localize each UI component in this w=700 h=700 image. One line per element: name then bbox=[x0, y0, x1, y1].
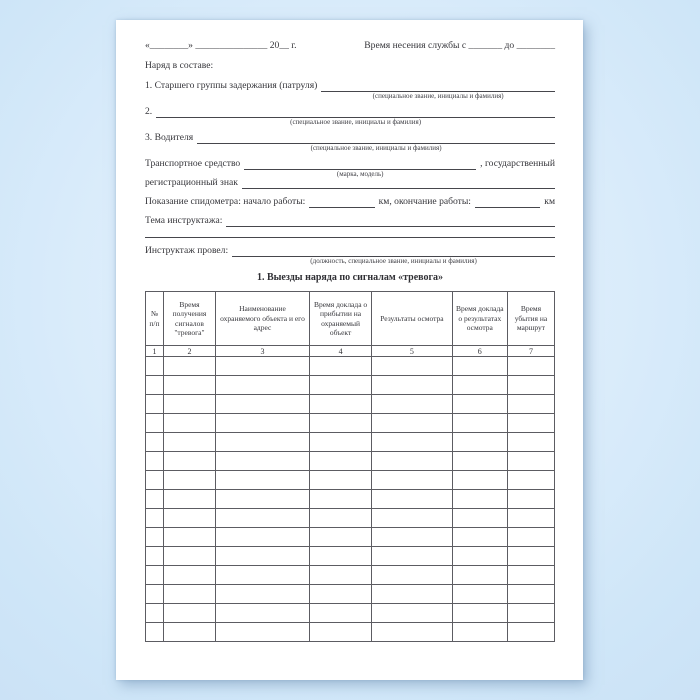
table-cell bbox=[163, 357, 215, 376]
member-line-2 bbox=[145, 106, 555, 126]
table-cell bbox=[507, 528, 554, 547]
table-cell bbox=[507, 433, 554, 452]
table-cell bbox=[452, 414, 507, 433]
column-number: 2 bbox=[163, 346, 215, 357]
transport-caption: (марка, модель) bbox=[336, 170, 384, 178]
date-blank-text: «________» _______________ 20__ г. bbox=[145, 40, 297, 51]
table-cell bbox=[507, 357, 554, 376]
table-cell bbox=[215, 395, 309, 414]
table-cell bbox=[163, 414, 215, 433]
table-cell bbox=[452, 395, 507, 414]
briefing-topic-label: Тема инструктажа: bbox=[145, 215, 223, 226]
registration-label: регистрационный знак bbox=[145, 177, 238, 188]
table-row bbox=[146, 509, 555, 528]
table-cell bbox=[146, 528, 164, 547]
table-cell bbox=[309, 509, 371, 528]
table-cell bbox=[163, 376, 215, 395]
scanned-form-page bbox=[116, 20, 583, 680]
member-3-caption: (специальное звание, инициалы и фамилия) bbox=[310, 144, 442, 152]
col-header-results-report-time: Время доклада о результатах осмотра bbox=[452, 292, 507, 346]
table-cell bbox=[452, 490, 507, 509]
table-cell bbox=[309, 471, 371, 490]
table-cell bbox=[507, 490, 554, 509]
table-cell bbox=[146, 376, 164, 395]
table-cell bbox=[372, 414, 453, 433]
registration-line bbox=[145, 177, 555, 189]
table-cell bbox=[452, 357, 507, 376]
table-cell bbox=[309, 414, 371, 433]
table-cell bbox=[372, 547, 453, 566]
service-time-text: Время несения службы с _______ до ________ bbox=[364, 40, 555, 51]
table-cell bbox=[309, 604, 371, 623]
speedometer-line bbox=[145, 196, 555, 208]
table-cell bbox=[309, 623, 371, 642]
table-cell bbox=[372, 604, 453, 623]
instructor-label: Инструктаж провел: bbox=[145, 245, 229, 256]
table-cell bbox=[309, 395, 371, 414]
member-1-blank bbox=[321, 80, 555, 100]
column-number: 7 bbox=[507, 346, 554, 357]
member-2-blank bbox=[156, 106, 555, 126]
member-1-caption: (специальное звание, инициалы и фамилия) bbox=[372, 92, 504, 100]
member-2-label: 2. bbox=[145, 106, 153, 117]
table-cell bbox=[452, 547, 507, 566]
col-header-signal-time: Время получения сигналов "тревога" bbox=[163, 292, 215, 346]
member-line-1 bbox=[145, 80, 555, 100]
table-cell bbox=[215, 528, 309, 547]
table-row bbox=[146, 414, 555, 433]
table-cell bbox=[146, 490, 164, 509]
table-cell bbox=[163, 490, 215, 509]
table-cell bbox=[215, 376, 309, 395]
table-cell bbox=[163, 471, 215, 490]
table-cell bbox=[163, 452, 215, 471]
table-cell bbox=[507, 376, 554, 395]
table-cell bbox=[215, 623, 309, 642]
table-cell bbox=[452, 452, 507, 471]
table-row bbox=[146, 490, 555, 509]
table-cell bbox=[452, 623, 507, 642]
table-cell bbox=[163, 395, 215, 414]
column-number: 4 bbox=[309, 346, 371, 357]
table-cell bbox=[163, 547, 215, 566]
table-cell bbox=[507, 604, 554, 623]
table-cell bbox=[163, 509, 215, 528]
table-cell bbox=[215, 357, 309, 376]
table-cell bbox=[507, 566, 554, 585]
table-row bbox=[146, 566, 555, 585]
speedometer-label: Показание спидометра: начало работы: bbox=[145, 196, 306, 207]
table-cell bbox=[372, 585, 453, 604]
table-header-row bbox=[146, 292, 555, 346]
table-cell bbox=[215, 585, 309, 604]
table-cell bbox=[163, 604, 215, 623]
table-row bbox=[146, 471, 555, 490]
table-cell bbox=[372, 623, 453, 642]
table-cell bbox=[215, 414, 309, 433]
speedometer-mid-label: км, окончание работы: bbox=[378, 196, 471, 207]
table-cell bbox=[146, 509, 164, 528]
table-row bbox=[146, 604, 555, 623]
table-cell bbox=[163, 433, 215, 452]
transport-line bbox=[145, 158, 555, 178]
col-header-arrival-report-time: Время доклада о прибытии на охраняемый объект bbox=[309, 292, 371, 346]
table-cell bbox=[215, 471, 309, 490]
table-cell bbox=[507, 509, 554, 528]
table-cell bbox=[507, 414, 554, 433]
table-cell bbox=[452, 528, 507, 547]
table-cell bbox=[507, 623, 554, 642]
table-cell bbox=[146, 452, 164, 471]
table-row bbox=[146, 376, 555, 395]
col-header-inspection-results: Результаты осмотра bbox=[372, 292, 453, 346]
table-cell bbox=[452, 585, 507, 604]
speedometer-start-blank bbox=[309, 196, 374, 208]
table-cell bbox=[452, 471, 507, 490]
table-cell bbox=[215, 547, 309, 566]
table-cell bbox=[452, 604, 507, 623]
table-cell bbox=[309, 452, 371, 471]
table-cell bbox=[372, 376, 453, 395]
table-cell bbox=[309, 585, 371, 604]
table-row bbox=[146, 528, 555, 547]
table-cell bbox=[309, 433, 371, 452]
table-cell bbox=[452, 566, 507, 585]
briefing-topic-continuation-blank bbox=[145, 231, 555, 238]
column-number: 6 bbox=[452, 346, 507, 357]
table-cell bbox=[146, 414, 164, 433]
table-cell bbox=[146, 585, 164, 604]
table-cell bbox=[309, 528, 371, 547]
member-2-caption: (специальное звание, инициалы и фамилия) bbox=[290, 118, 422, 126]
transport-blank bbox=[244, 158, 476, 178]
col-header-departure-time: Время убытия на маршрут bbox=[507, 292, 554, 346]
table-cell bbox=[146, 547, 164, 566]
table-cell bbox=[215, 509, 309, 528]
speedometer-unit-label: км bbox=[544, 196, 556, 207]
column-number-row bbox=[146, 346, 555, 357]
table-row bbox=[146, 357, 555, 376]
instructor-caption: (должность, специальное звание, инициалы и фамилия) bbox=[310, 257, 477, 265]
alarm-table-title: 1. Выезды наряда по сигналам «тревога» bbox=[256, 272, 444, 283]
table-cell bbox=[215, 452, 309, 471]
table-cell bbox=[309, 490, 371, 509]
table-cell bbox=[215, 566, 309, 585]
table-cell bbox=[163, 585, 215, 604]
table-row bbox=[146, 585, 555, 604]
col-header-number: № п/п bbox=[146, 292, 164, 346]
briefing-topic-blank bbox=[226, 215, 555, 227]
table-cell bbox=[372, 509, 453, 528]
table-cell bbox=[507, 395, 554, 414]
table-cell bbox=[372, 471, 453, 490]
table-cell bbox=[146, 566, 164, 585]
member-3-label: 3. Водителя bbox=[145, 132, 194, 143]
table-cell bbox=[215, 433, 309, 452]
instructor-blank bbox=[232, 245, 555, 265]
table-cell bbox=[372, 566, 453, 585]
table-cell bbox=[372, 433, 453, 452]
member-line-3 bbox=[145, 132, 555, 152]
table-cell bbox=[452, 433, 507, 452]
table-row bbox=[146, 452, 555, 471]
table-row bbox=[146, 433, 555, 452]
alarm-departures-table bbox=[145, 291, 555, 642]
table-cell bbox=[309, 376, 371, 395]
table-row bbox=[146, 623, 555, 642]
column-number: 5 bbox=[372, 346, 453, 357]
table-cell bbox=[372, 395, 453, 414]
instructor-line bbox=[145, 245, 555, 265]
column-number: 3 bbox=[215, 346, 309, 357]
table-cell bbox=[372, 452, 453, 471]
table-cell bbox=[309, 547, 371, 566]
column-number: 1 bbox=[146, 346, 164, 357]
member-1-label: 1. Старшего группы задержания (патруля) bbox=[145, 80, 318, 91]
table-cell bbox=[507, 547, 554, 566]
table-cell bbox=[215, 604, 309, 623]
table-cell bbox=[146, 471, 164, 490]
date-service-row bbox=[145, 40, 555, 52]
briefing-topic-line bbox=[145, 215, 555, 227]
table-row bbox=[146, 395, 555, 414]
transport-suffix: , государственный bbox=[480, 158, 555, 169]
table-cell bbox=[452, 376, 507, 395]
col-header-object-name: Наименование охраняемого объекта и его адрес bbox=[215, 292, 309, 346]
table-cell bbox=[507, 471, 554, 490]
table-cell bbox=[507, 452, 554, 471]
table-cell bbox=[507, 585, 554, 604]
table-cell bbox=[163, 528, 215, 547]
table-cell bbox=[163, 623, 215, 642]
table-cell bbox=[146, 433, 164, 452]
table-cell bbox=[146, 357, 164, 376]
table-cell bbox=[372, 490, 453, 509]
table-cell bbox=[163, 566, 215, 585]
alarm-table-body bbox=[146, 357, 555, 642]
table-cell bbox=[146, 395, 164, 414]
speedometer-end-blank bbox=[475, 196, 540, 208]
registration-blank bbox=[242, 177, 555, 189]
table-cell bbox=[215, 490, 309, 509]
table-cell bbox=[452, 509, 507, 528]
table-row bbox=[146, 547, 555, 566]
member-3-blank bbox=[197, 132, 555, 152]
composition-label: Наряд в составе: bbox=[145, 60, 214, 71]
table-cell bbox=[146, 623, 164, 642]
table-cell bbox=[146, 604, 164, 623]
transport-label: Транспортное средство bbox=[145, 158, 241, 169]
table-cell bbox=[372, 357, 453, 376]
table-cell bbox=[309, 357, 371, 376]
table-cell bbox=[309, 566, 371, 585]
table-cell bbox=[372, 528, 453, 547]
